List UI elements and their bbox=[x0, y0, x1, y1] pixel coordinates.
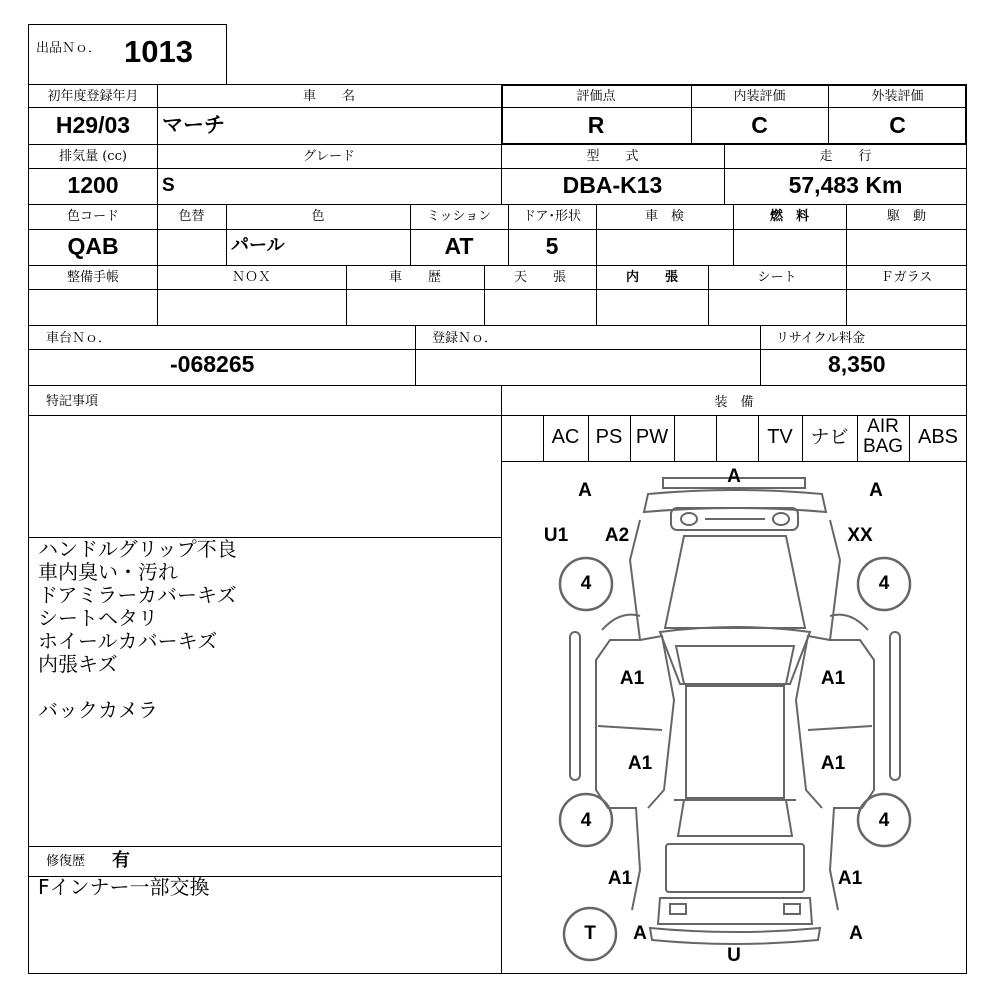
equipment-label: 装 備 bbox=[714, 395, 754, 410]
note-line: シートヘタリ bbox=[38, 606, 158, 630]
interior-grade-label: 内装評価 bbox=[733, 89, 786, 104]
mark-rear-left-corner: A bbox=[633, 923, 647, 944]
door-label: ドア･形状 bbox=[522, 209, 582, 224]
color-code-value: QAB bbox=[67, 233, 119, 259]
interior-lining-label: 内 張 bbox=[625, 270, 678, 285]
color-code-label: 色コード bbox=[66, 209, 119, 224]
mark-front-left-corner: A bbox=[578, 480, 592, 501]
equipment-pw: PW bbox=[635, 426, 669, 448]
registration-number-label: 登録Ｎｏ． bbox=[432, 331, 498, 346]
mark-rear-bumper: U bbox=[727, 945, 741, 966]
maintenance-book-label: 整備手帳 bbox=[66, 270, 119, 285]
grade-label: グレード bbox=[302, 149, 355, 164]
vehicle-history-label: 車 歴 bbox=[388, 270, 441, 285]
note-line: ハンドルグリップ不良 bbox=[38, 537, 237, 561]
lot-number: 1013 bbox=[124, 34, 193, 69]
mark-left-fender: U1 bbox=[543, 525, 569, 546]
exterior-grade-value: C bbox=[889, 112, 906, 138]
mark-front-left-door: A1 bbox=[619, 668, 645, 689]
mark-front-right-door: A1 bbox=[820, 668, 846, 689]
equipment-navi: ナビ bbox=[810, 426, 849, 448]
first-registration-value: H29/03 bbox=[55, 112, 131, 138]
mark-front-bumper: A bbox=[727, 466, 741, 487]
mission-value: AT bbox=[444, 233, 474, 259]
car-name-label: 車 名 bbox=[302, 89, 355, 104]
mark-right-fender: XX bbox=[847, 525, 873, 546]
mark-spare-tire: T bbox=[584, 923, 596, 944]
mileage-label: 走 行 bbox=[819, 149, 872, 164]
drive-label: 駆 動 bbox=[886, 209, 926, 224]
mark-rear-right-tire: 4 bbox=[878, 810, 890, 831]
model-value: DBA-K13 bbox=[562, 172, 663, 198]
mark-bonnet-left: A2 bbox=[604, 525, 630, 546]
equipment-ac: AC bbox=[551, 426, 580, 448]
mark-rear-left-door: A1 bbox=[627, 753, 653, 774]
mark-front-right-tire: 4 bbox=[878, 573, 890, 594]
note-line: バックカメラ bbox=[38, 698, 158, 722]
chassis-number-value: -068265 bbox=[170, 351, 255, 377]
note-line: 車内臭い・汚れ bbox=[38, 560, 178, 584]
note-line: ホイールカバーキズ bbox=[38, 629, 218, 653]
mission-label: ミッション bbox=[426, 209, 492, 224]
exterior-grade-label: 外装評価 bbox=[871, 89, 924, 104]
mark-rear-right-door: A1 bbox=[820, 753, 846, 774]
fuel-label: 燃 料 bbox=[769, 209, 809, 224]
mark-rear-left-tire: 4 bbox=[580, 810, 592, 831]
equipment-abs: ABS bbox=[917, 426, 959, 448]
mark-front-left-tire: 4 bbox=[580, 573, 592, 594]
equipment-airbag: AIR BAG bbox=[862, 416, 904, 457]
nox-label: ＮＯＸ bbox=[231, 270, 271, 285]
mark-rear-left-quarter: A1 bbox=[607, 868, 633, 889]
score-value: R bbox=[587, 112, 605, 138]
displacement-value: 1200 bbox=[67, 172, 119, 198]
grade-value: S bbox=[162, 175, 175, 196]
front-glass-label: Ｆガラス bbox=[880, 270, 933, 285]
lot-number-label: 出品Ｎｏ． bbox=[36, 41, 102, 56]
repair-history-label: 修復歴 bbox=[46, 854, 86, 869]
equipment-tv: TV bbox=[767, 426, 793, 448]
mark-rear-right-corner: A bbox=[849, 923, 863, 944]
equipment-ps: PS bbox=[595, 426, 623, 448]
color-label: 色 bbox=[311, 209, 325, 224]
displacement-label: 排気量 (cc) bbox=[59, 149, 127, 164]
note-line: 内張キズ bbox=[38, 652, 118, 676]
interior-grade-value: C bbox=[751, 112, 768, 138]
inspection-label: 車 検 bbox=[644, 209, 684, 224]
repair-history-value: 有 bbox=[112, 850, 130, 871]
door-value: 5 bbox=[545, 233, 559, 259]
mark-front-right-corner: A bbox=[869, 480, 883, 501]
mark-rear-right-quarter: A1 bbox=[837, 868, 863, 889]
repaint-label: 色替 bbox=[178, 209, 205, 224]
repair-detail: Fインナー一部交換 bbox=[38, 875, 210, 899]
chassis-number-label: 車台Ｎｏ． bbox=[46, 331, 112, 346]
model-label: 型 式 bbox=[586, 149, 639, 164]
roof-lining-label: 天 張 bbox=[513, 270, 566, 285]
recycle-fee-value: 8,350 bbox=[828, 351, 886, 377]
recycle-fee-label: リサイクル料金 bbox=[776, 331, 866, 346]
seat-label: シート bbox=[757, 270, 797, 285]
score-label: 評価点 bbox=[576, 89, 616, 104]
note-line: ドアミラーカバーキズ bbox=[38, 583, 237, 607]
first-registration-label: 初年度登録年月 bbox=[47, 89, 139, 104]
mileage-value: 57,483 Km bbox=[788, 172, 903, 198]
color-value: パール bbox=[231, 235, 285, 256]
special-notes-label: 特記事項 bbox=[46, 394, 99, 409]
car-name-value: マーチ bbox=[162, 113, 225, 137]
